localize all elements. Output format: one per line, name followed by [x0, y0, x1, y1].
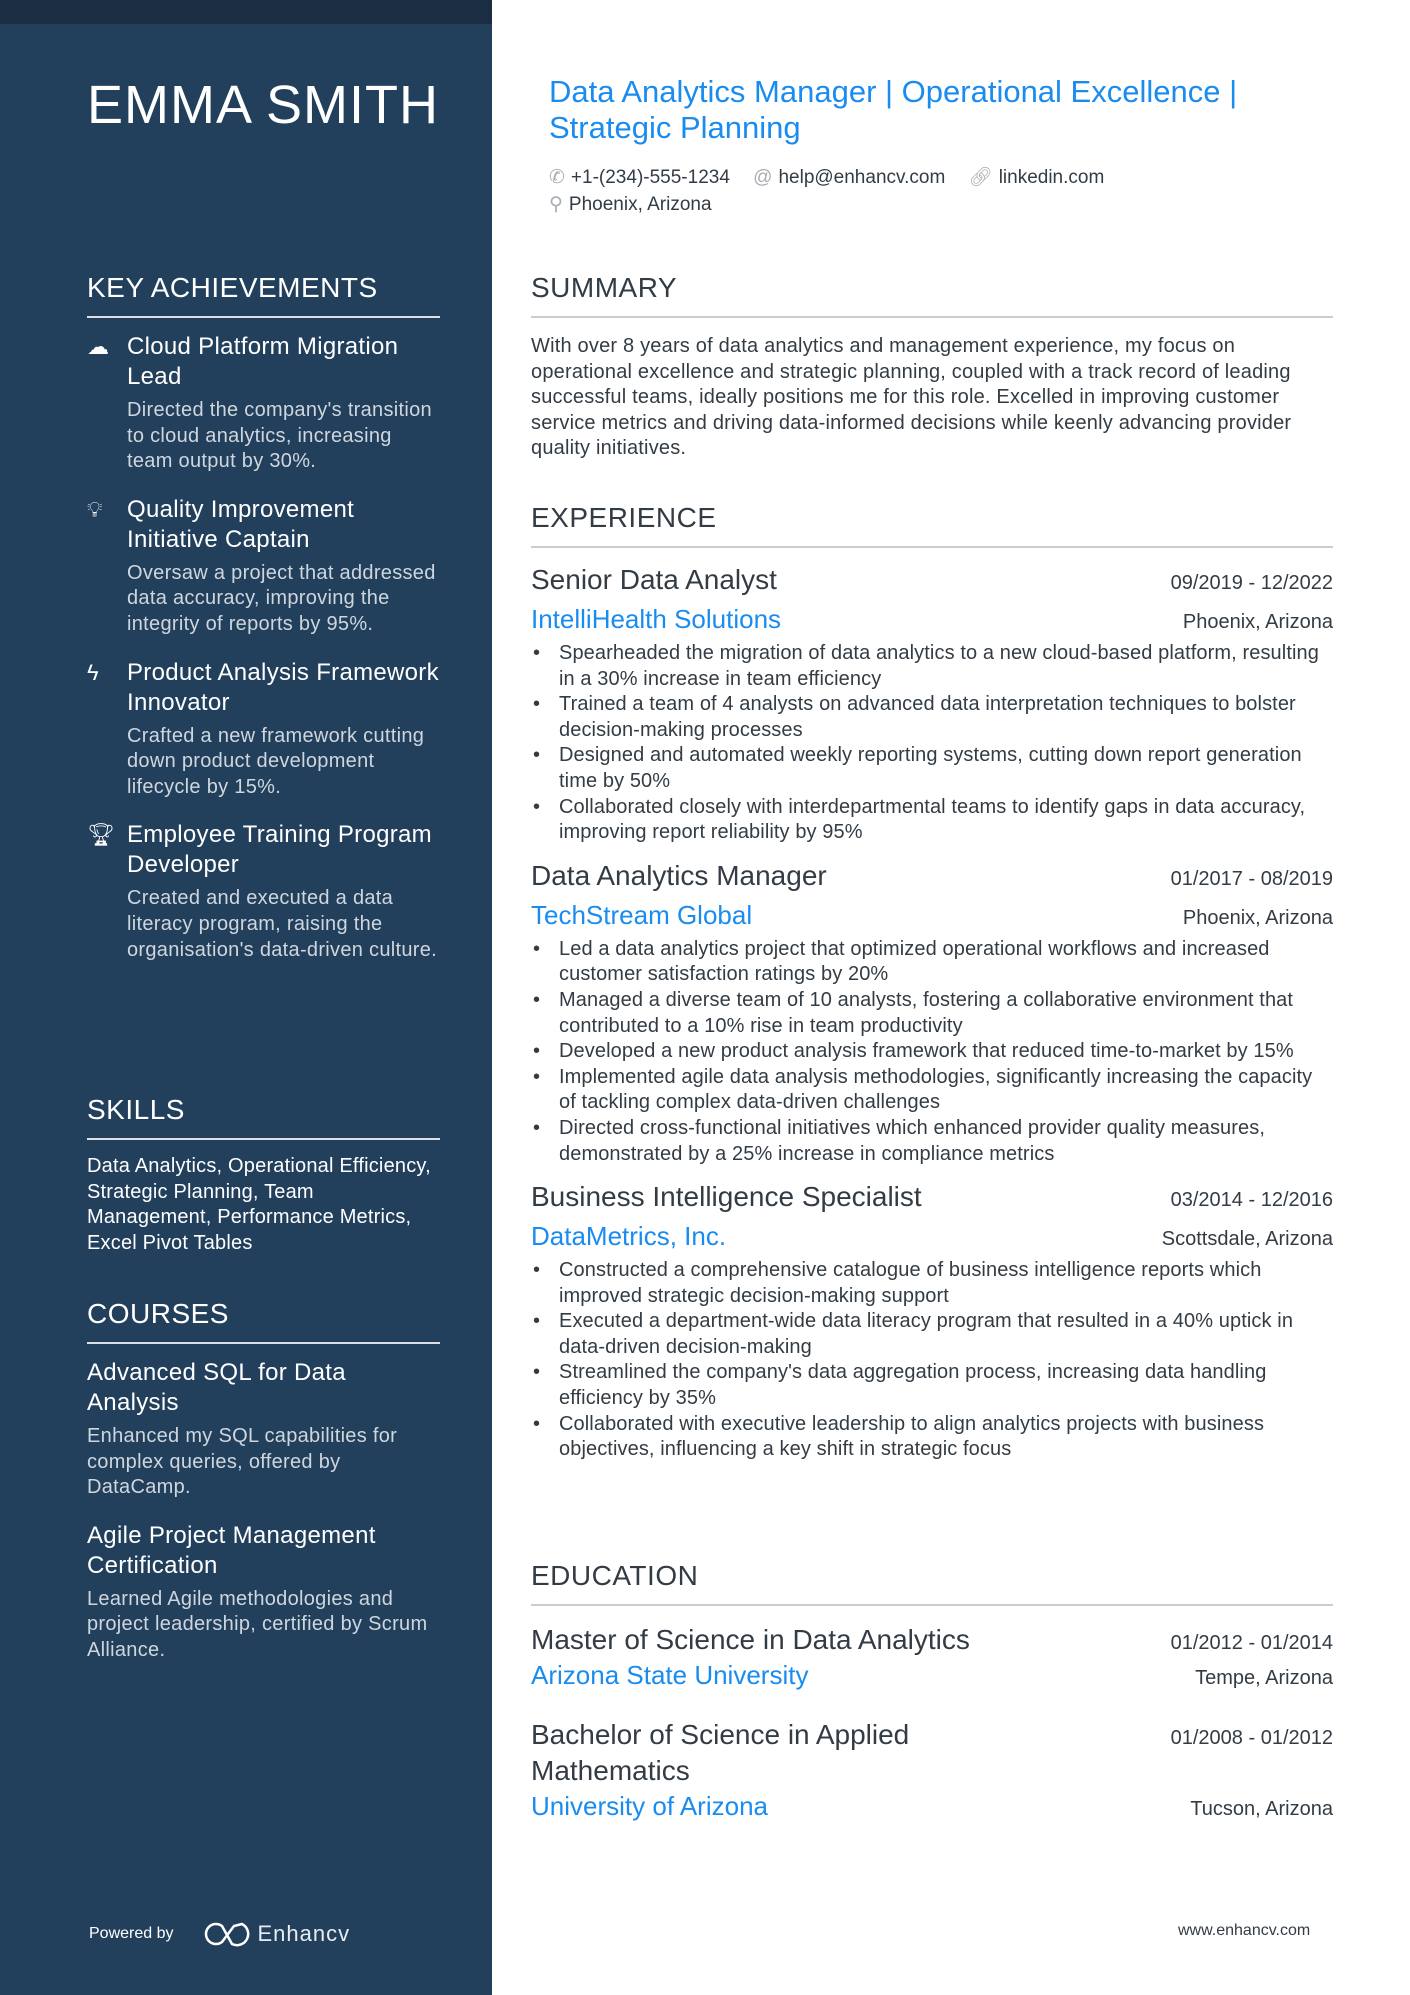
- school: University of Arizona: [531, 1791, 768, 1821]
- job-entry: [531, 1181, 1333, 1463]
- course-title: Agile Project Management Certification: [87, 1521, 376, 1579]
- edu-location: Tucson, Arizona: [1190, 1798, 1333, 1820]
- degree: Bachelor of Science in Applied Mathematics: [531, 1719, 910, 1786]
- experience-section: [531, 502, 1333, 1477]
- job-location: Phoenix, Arizona: [1182, 906, 1333, 929]
- job-entry: [531, 564, 1333, 846]
- bullet: • Led a data analytics project that optimized operational workflows and increased customer satisfaction ratings by 20%: [531, 937, 1333, 988]
- bolt-icon: ϟ: [87, 659, 99, 685]
- job-location: Scottsdale, Arizona: [1161, 1228, 1333, 1251]
- phone-icon: ✆: [549, 167, 565, 188]
- phone-text: +1-(234)-555-1234: [570, 167, 730, 188]
- achievements-section: [87, 272, 440, 983]
- summary-text: With over 8 years of data analytics and management experience, my focus on operational excellence and strategic planning, coupled with a track record of leading successful teams, ideally positions me for this role. Excelled in improving customer service metrics and driving data-informed decisions while keenly advancing provider quality initiatives.: [531, 335, 1292, 460]
- achievement-title: Product Analysis Framework Innovator: [127, 658, 439, 716]
- experience-title: EXPERIENCE: [531, 502, 1333, 548]
- achievement-desc: Crafted a new framework cutting down product development lifecycle by 15%.: [127, 724, 425, 798]
- achievement-item: [87, 495, 440, 638]
- linkedin-link[interactable]: linkedin.com: [998, 167, 1105, 188]
- bullet: • Executed a department-wide data literacy program that resulted in a 40% uptick in data-driven decision-making: [531, 1309, 1333, 1360]
- location-text: Phoenix, Arizona: [568, 194, 712, 215]
- achievement-item: [87, 332, 440, 475]
- courses-title: COURSES: [87, 1298, 440, 1344]
- course-desc: Enhanced my SQL capabilities for complex queries, offered by DataCamp.: [87, 1425, 398, 1499]
- linkedin[interactable]: [969, 167, 1105, 188]
- location: [549, 194, 712, 215]
- edu-dates: 01/2012 - 01/2014: [1170, 1632, 1333, 1654]
- edu-location: Tempe, Arizona: [1195, 1667, 1333, 1689]
- candidate-name: EMMA SMITH: [87, 75, 440, 135]
- courses-section: [87, 1298, 440, 1684]
- company-name: DataMetrics, Inc.: [531, 1221, 727, 1252]
- trophy-icon: 🏆︎: [87, 822, 115, 848]
- education-section: [531, 1560, 1333, 1848]
- brand-name: Enhancv: [257, 1921, 351, 1946]
- degree: Master of Science in Data Analytics: [531, 1624, 970, 1655]
- school: Arizona State University: [531, 1660, 809, 1690]
- job-dates: 03/2014 - 12/2016: [1170, 1189, 1333, 1212]
- contact-info: [549, 164, 1349, 218]
- achievement-title: Cloud Platform Migration Lead: [127, 333, 399, 390]
- link-icon: 🔗︎: [968, 167, 993, 188]
- summary-title: SUMMARY: [531, 272, 1333, 318]
- job-bullets: [531, 1258, 1333, 1463]
- education-title: EDUCATION: [531, 1560, 1333, 1606]
- course-desc: Learned Agile methodologies and project leadership, certified by Scrum Alliance.: [87, 1587, 428, 1661]
- phone: [549, 167, 730, 188]
- email-link[interactable]: help@enhancv.com: [778, 167, 946, 188]
- course-item: [87, 1358, 440, 1501]
- enhancv-logo[interactable]: [202, 1920, 351, 1948]
- bullet: • Developed a new product analysis framework that reduced time-to-market by 15%: [531, 1039, 1333, 1065]
- bullet: • Collaborated with executive leadership to align analytics projects with business objectives, influencing a key shift in strategic focus: [531, 1412, 1333, 1463]
- top-band: [0, 0, 492, 24]
- achievements-title: KEY ACHIEVEMENTS: [87, 272, 440, 318]
- location-pin-icon: ⚲: [549, 194, 563, 215]
- course-title: Advanced SQL for Data Analysis: [87, 1359, 346, 1416]
- enhancv-logo-icon: [202, 1920, 250, 1948]
- powered-by-label: Powered by: [89, 1925, 174, 1942]
- achievement-desc: Created and executed a data literacy program, raising the organisation's data-driven culture.: [127, 887, 438, 961]
- education-entry: [531, 1622, 1333, 1691]
- bullet: • Directed cross-functional initiatives which enhanced provider quality measures, demonstrated by a 25% increase in compliance metrics: [531, 1116, 1333, 1167]
- bullet: • Implemented agile data analysis methodologies, significantly increasing the capacity of tackling complex data-driven challenges: [531, 1065, 1333, 1116]
- company-name: IntelliHealth Solutions: [531, 604, 782, 634]
- achievement-desc: Oversaw a project that addressed data accuracy, improving the integrity of reports by 95%.: [127, 561, 436, 635]
- job-entry: [531, 860, 1333, 1167]
- bullet: • Managed a diverse team of 10 analysts, fostering a collaborative environment that contributed to a 10% rise in team productivity: [531, 988, 1333, 1039]
- bullet: • Collaborated closely with interdepartmental teams to identify gaps in data accuracy, improving report reliability by 95%: [531, 795, 1333, 846]
- education-entry: [531, 1717, 1333, 1822]
- job-dates: 01/2017 - 08/2019: [1170, 867, 1333, 890]
- bullet: • Designed and automated weekly reporting systems, cutting down report generation time by 50%: [531, 743, 1333, 794]
- achievement-title: Quality Improvement Initiative Captain: [127, 495, 355, 553]
- email[interactable]: [753, 167, 945, 188]
- achievement-item: [87, 820, 440, 963]
- job-bullets: [531, 641, 1333, 846]
- skills-section: [87, 1094, 440, 1256]
- job-bullets: [531, 937, 1333, 1167]
- bullet: • Streamlined the company's data aggregation process, increasing data handling efficiency by 35%: [531, 1360, 1333, 1411]
- job-location: Phoenix, Arizona: [1182, 611, 1333, 633]
- achievement-item: [87, 658, 440, 801]
- brain-icon: ☁: [87, 334, 109, 359]
- bullet: • Constructed a comprehensive catalogue of business intelligence reports which improved strategic decision-making support: [531, 1258, 1333, 1309]
- website-link[interactable]: www.enhancv.com: [1178, 1922, 1311, 1939]
- achievement-title: Employee Training Program Developer: [127, 821, 432, 879]
- achievement-desc: Directed the company's transition to cloud analytics, increasing team output by 30%.: [127, 399, 432, 473]
- skills-title: SKILLS: [87, 1094, 440, 1140]
- course-item: [87, 1521, 440, 1664]
- summary-section: [531, 272, 1333, 462]
- job-title: Data Analytics Manager: [531, 859, 827, 891]
- powered-by: [89, 1920, 350, 1948]
- job-title: Business Intelligence Specialist: [531, 1181, 922, 1213]
- at-icon: @: [753, 167, 773, 188]
- edu-dates: 01/2008 - 01/2012: [1170, 1727, 1333, 1749]
- headline: Data Analytics Manager | Operational Excellence | Strategic Planning: [549, 74, 1238, 145]
- skills-text: Data Analytics, Operational Efficiency, Strategic Planning, Team Management, Performance Metrics, Excel Pivot Tables: [87, 1155, 431, 1254]
- bullet: • Trained a team of 4 analysts on advanced data interpretation techniques to bolster decision-making processes: [531, 692, 1333, 743]
- bullet: • Spearheaded the migration of data analytics to a new cloud-based platform, resulting in a 30% increase in team efficiency: [531, 641, 1333, 692]
- company-name: TechStream Global: [531, 899, 753, 930]
- job-dates: 09/2019 - 12/2022: [1170, 572, 1333, 594]
- job-title: Senior Data Analyst: [531, 564, 777, 595]
- lightbulb-icon: 💡︎: [87, 496, 103, 522]
